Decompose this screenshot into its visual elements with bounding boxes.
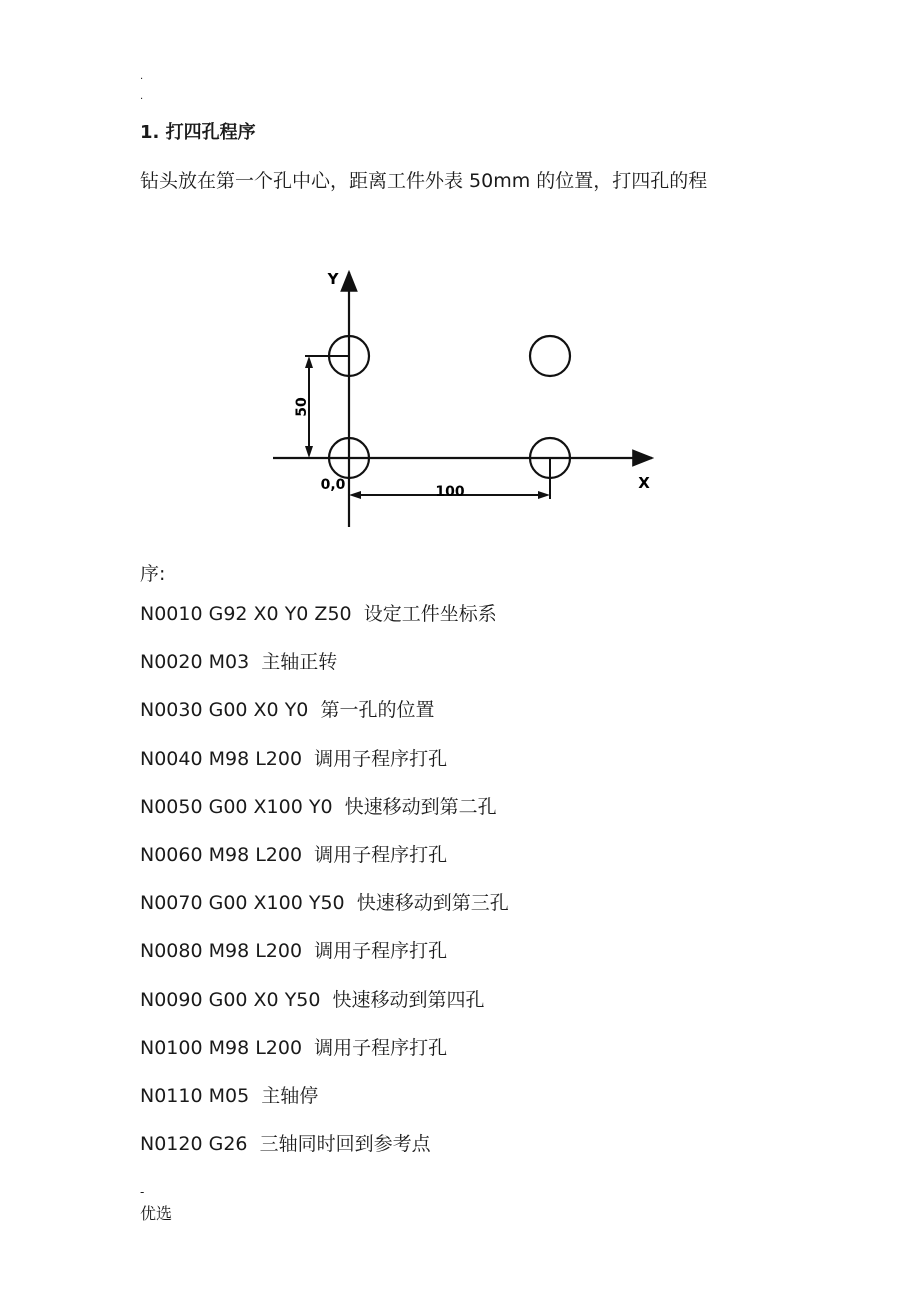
intro-continuation: 序: [140,563,166,585]
footer-dash: - [140,1185,145,1199]
dim-horiz-arrow-right [538,491,550,499]
dim-horizontal-label: 100 [435,484,465,500]
drilling-diagram [260,255,680,540]
program-line: N0080 M98 L200 调用子程序打孔 [140,940,448,963]
program-line: N0070 G00 X100 Y50 快速移动到第三孔 [140,892,509,915]
program-line: N0110 M05 主轴停 [140,1084,319,1107]
y-axis-label: Y [327,270,339,288]
program-line: N0060 M98 L200 调用子程序打孔 [140,843,448,866]
section-heading: 1. 打四孔程序 [140,122,256,143]
program-line: N0050 G00 X100 Y0 快速移动到第二孔 [140,795,497,818]
program-line: N0010 G92 X0 Y0 Z50 设定工件坐标系 [140,603,497,625]
dim-vert-arrow-bottom [305,446,313,458]
x-axis-label: X [638,474,650,492]
dim-vertical-label: 50 [294,397,310,417]
program-line: N0090 G00 X0 Y50 快速移动到第四孔 [140,988,485,1011]
program-line: N0040 M98 L200 调用子程序打孔 [140,747,448,770]
program-line: N0030 G00 X0 Y0 第一孔的位置 [140,699,435,722]
program-line: N0020 M03 主轴正转 [140,651,338,674]
footer-label: 优选 [140,1204,173,1223]
header-dot-1: . [140,71,144,82]
origin-label: 0,0 [320,477,346,493]
intro-paragraph: 钻头放在第一个孔中心，距离工件外表 50mm 的位置，打四孔的程 [140,170,708,192]
header-dot-2: . [140,91,144,102]
program-line: N0120 G26 三轴同时回到参考点 [140,1133,431,1156]
hole-3 [530,336,570,376]
program-listing [140,602,509,1180]
program-line: N0100 M98 L200 调用子程序打孔 [140,1036,448,1059]
dim-vert-arrow-top [305,356,313,368]
dim-horiz-arrow-left [349,491,361,499]
